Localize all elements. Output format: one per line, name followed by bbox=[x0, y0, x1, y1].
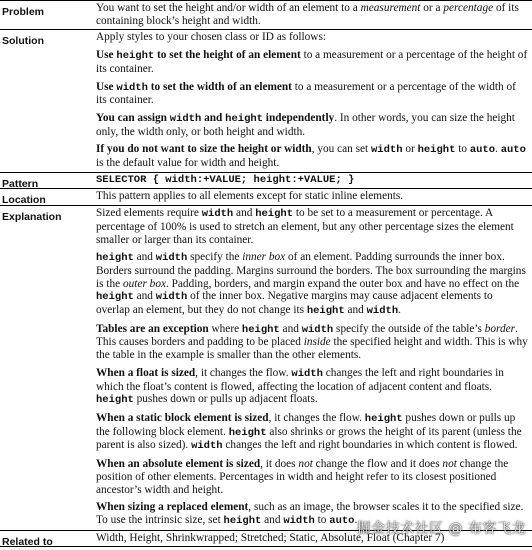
solution-label: Solution bbox=[2, 35, 44, 48]
solution-row bbox=[0, 29, 532, 171]
related-text: Width, Height, Shrinkwrapped; Stretched; Static, Absolute, Float (Chapter 7) bbox=[96, 531, 445, 544]
problem-text: You want to set the height and/or width of an element to a measurement or a percentage of its containing block’s height and width. bbox=[96, 2, 519, 27]
explanation-paragraph-4: When a float is sized, it changes the flow. width changes the left and right boundaries in which the float’s content is flowed, affecting the location of adjacent content and floats. height pushes down or pulls up adjacent floats. bbox=[96, 366, 504, 407]
problem-content bbox=[96, 1, 532, 29]
location-text: This pattern applies to all elements except for static inline elements. bbox=[96, 190, 404, 203]
explanation-paragraph-5: When a static block element is sized, it changes the flow. height pushes down or pulls up the following block element. height also shrinks or grows the height of its parent (unless the parent is also sized). width changes the left and right boundaries in which content is flowed. bbox=[96, 411, 522, 453]
location-label: Location bbox=[2, 194, 46, 207]
solution-independent-paragraph: You can assign width and height independently. In other words, you can size the height only, the width only, or both height and width. bbox=[96, 111, 515, 138]
solution-intro: Apply styles to your chosen class or ID as follows: bbox=[96, 31, 326, 44]
location-content bbox=[96, 189, 532, 205]
watermark: 掘金技术社区 @ 布客飞龙 bbox=[356, 521, 526, 537]
explanation-paragraph-1: Sized elements require width and height to be set to a measurement or percentage. A percentage of 100% is used to stretch an element, but any other percentage sizes the element smaller or larger than its container. bbox=[96, 207, 514, 246]
explanation-paragraph-6: When an absolute element is sized, it does not change the flow and it does not change the position of other elements. Percentages in width and height refer to its closest positioned ancestor’s width and height. bbox=[96, 458, 509, 496]
problem-row bbox=[0, 0, 532, 29]
pattern-label: Pattern bbox=[2, 177, 39, 190]
explanation-content bbox=[96, 206, 532, 529]
related-label: Related to bbox=[2, 535, 53, 548]
pattern-content bbox=[96, 173, 532, 189]
explanation-paragraph-2: height and width specify the inner box of an element. Padding surrounds the inner box. Borders surround the padding. Margins surround the borders. The box surrounding the margins is the outer box. Padding, borders, and margin expand the outer box and have no effect on the height and width of the inner box. Negative margins may cause adjacent elements to overlap an element, but they do not change its height and width. bbox=[96, 251, 526, 318]
explanation-row bbox=[0, 205, 532, 529]
solution-auto-paragraph: If you do not want to size the height or width, you can set width or height to auto. auto is the default value for width and height. bbox=[96, 143, 526, 170]
pattern-code: SELECTOR { width:+VALUE; height:+VALUE; } bbox=[96, 173, 355, 186]
explanation-paragraph-7: When sizing a replaced element, such as an image, the browser scales it to the specified size. To use the intrinsic size, set height and width to auto. bbox=[96, 501, 524, 527]
pattern-row bbox=[0, 172, 532, 189]
explanation-paragraph-3: Tables are an exception where height and width specify the outside of the table’s border. This causes borders and padding to be placed inside the specified height and width. This is why the table in the example is smaller than the other elements. bbox=[96, 322, 528, 362]
solution-width-paragraph: Use width to set the width of an element to a measurement or a percentage of the width of its container. bbox=[96, 80, 516, 107]
location-row bbox=[0, 188, 532, 205]
problem-label: Problem bbox=[2, 6, 45, 18]
explanation-label: Explanation bbox=[2, 211, 62, 224]
solution-content bbox=[96, 30, 532, 171]
solution-height-paragraph: Use height to set the height of an element to a measurement or a percentage of the height of its container. bbox=[96, 49, 528, 75]
